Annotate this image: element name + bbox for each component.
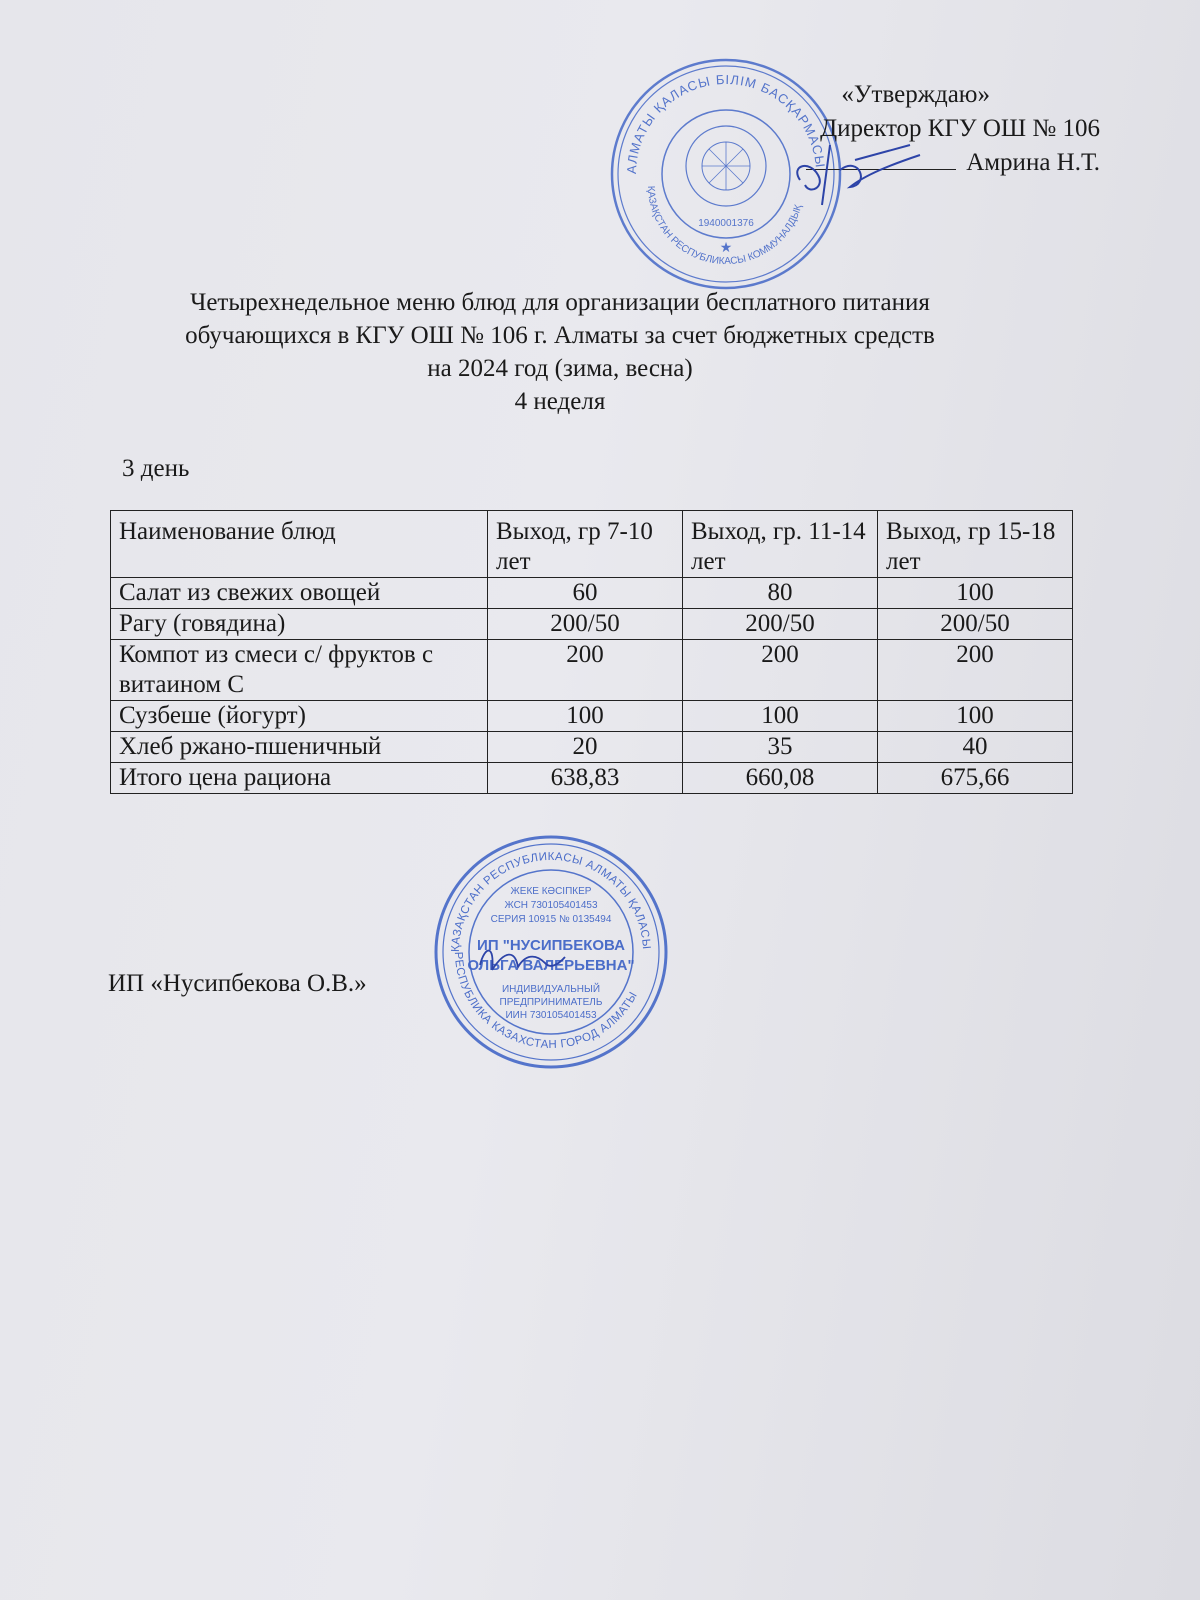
day-label: 3 день [122, 455, 190, 482]
table-row [111, 732, 1073, 763]
yield-7-10: 20 [488, 732, 683, 763]
supplier-stamp-name-2: ОЛЬГА ВАЛЕРЬЕВНА" [467, 957, 635, 974]
table-row [111, 701, 1073, 732]
supplier-signature [470, 935, 570, 985]
supplier-stamp-outer-bottom: РЕСПУБЛИКА КАЗАХСТАН ГОРОД АЛМАТЫ [451, 951, 640, 1052]
dish-name: Салат из свежих овощей [111, 578, 488, 609]
school-stamp-id: 1940001376 [698, 218, 754, 229]
stamp-star-icon: ★ [719, 241, 733, 256]
header-yield-15-18: Выход, гр 15-18 лет [878, 511, 1073, 578]
total-11-14: 660,08 [683, 763, 878, 794]
approval-position: Директор КГУ ОШ № 106 [820, 115, 1100, 142]
title-line-3: на 2024 год (зима, весна) [427, 355, 693, 382]
table-row [111, 578, 1073, 609]
supplier-stamp-outer-top: ҚАЗАҚСТАН РЕСПУБЛИКАСЫ АЛМАТЫ ҚАЛАСЫ [449, 850, 653, 953]
title-line-4: 4 неделя [514, 388, 606, 415]
yield-15-18: 200/50 [878, 609, 1073, 640]
school-stamp-inner-text: ҚАЗАҚСТАН РЕСПУБЛИКАСЫ КОММУНАЛДЫҚ [644, 185, 805, 268]
yield-11-14: 200 [683, 640, 878, 701]
supplier-stamp-line-6: ИИН 730105401453 [505, 1010, 597, 1021]
supplier-stamp-line-1: ЖЕКЕ КӘСІПКЕР [510, 886, 592, 897]
yield-11-14: 35 [683, 732, 878, 763]
yield-7-10: 100 [488, 701, 683, 732]
dish-name: Хлеб ржано-пшеничный [111, 732, 488, 763]
school-stamp-outer-text: АЛМАТЫ ҚАЛАСЫ БІЛІМ БАСҚАРМАСЫ [623, 71, 828, 175]
yield-7-10: 200/50 [488, 609, 683, 640]
yield-15-18: 200 [878, 640, 1073, 701]
title-line-1: Четырехнедельное меню блюд для организации бесплатного питания [190, 289, 930, 316]
title-line-2: обучающихся в КГУ ОШ № 106 г. Алматы за счет бюджетных средств [185, 322, 935, 349]
yield-7-10: 60 [488, 578, 683, 609]
header-yield-7-10: Выход, гр 7-10 лет [488, 511, 683, 578]
total-7-10: 638,83 [488, 763, 683, 794]
supplier-stamp-line-5: ПРЕДПРИНИМАТЕЛЬ [499, 997, 603, 1008]
yield-11-14: 100 [683, 701, 878, 732]
total-15-18: 675,66 [878, 763, 1073, 794]
header-yield-11-14: Выход, гр. 11-14 лет [683, 511, 878, 578]
approval-heading: «Утверждаю» [841, 81, 990, 108]
yield-15-18: 100 [878, 701, 1073, 732]
table-header-row [111, 511, 1073, 578]
dish-name: Рагу (говядина) [111, 609, 488, 640]
director-signature [770, 125, 930, 215]
yield-15-18: 100 [878, 578, 1073, 609]
supplier-stamp-line-2: ЖСН 730105401453 [504, 900, 598, 911]
yield-15-18: 40 [878, 732, 1073, 763]
document-title [60, 286, 1060, 418]
yield-11-14: 80 [683, 578, 878, 609]
total-label: Итого цена рациона [111, 763, 488, 794]
table-row [111, 640, 1073, 701]
supplier-stamp-line-4: ИНДИВИДУАЛЬНЫЙ [501, 984, 601, 995]
table-row [111, 609, 1073, 640]
yield-7-10: 200 [488, 640, 683, 701]
dish-name: Компот из смеси с/ фруктов с витаином С [111, 640, 488, 701]
approval-signer: Амрина Н.Т. [966, 149, 1100, 176]
yield-11-14: 200/50 [683, 609, 878, 640]
header-dish-name: Наименование блюд [111, 511, 488, 578]
supplier-stamp-line-3: СЕРИЯ 10915 № 0135494 [490, 914, 612, 925]
supplier-stamp-name-1: ИП "НУСИПБЕКОВА [477, 937, 625, 954]
dish-name: Сузбеше (йогурт) [111, 701, 488, 732]
table-total-row [111, 763, 1073, 794]
menu-table [110, 510, 1073, 794]
supplier-label: ИП «Нусипбекова О.В.» [108, 970, 367, 997]
